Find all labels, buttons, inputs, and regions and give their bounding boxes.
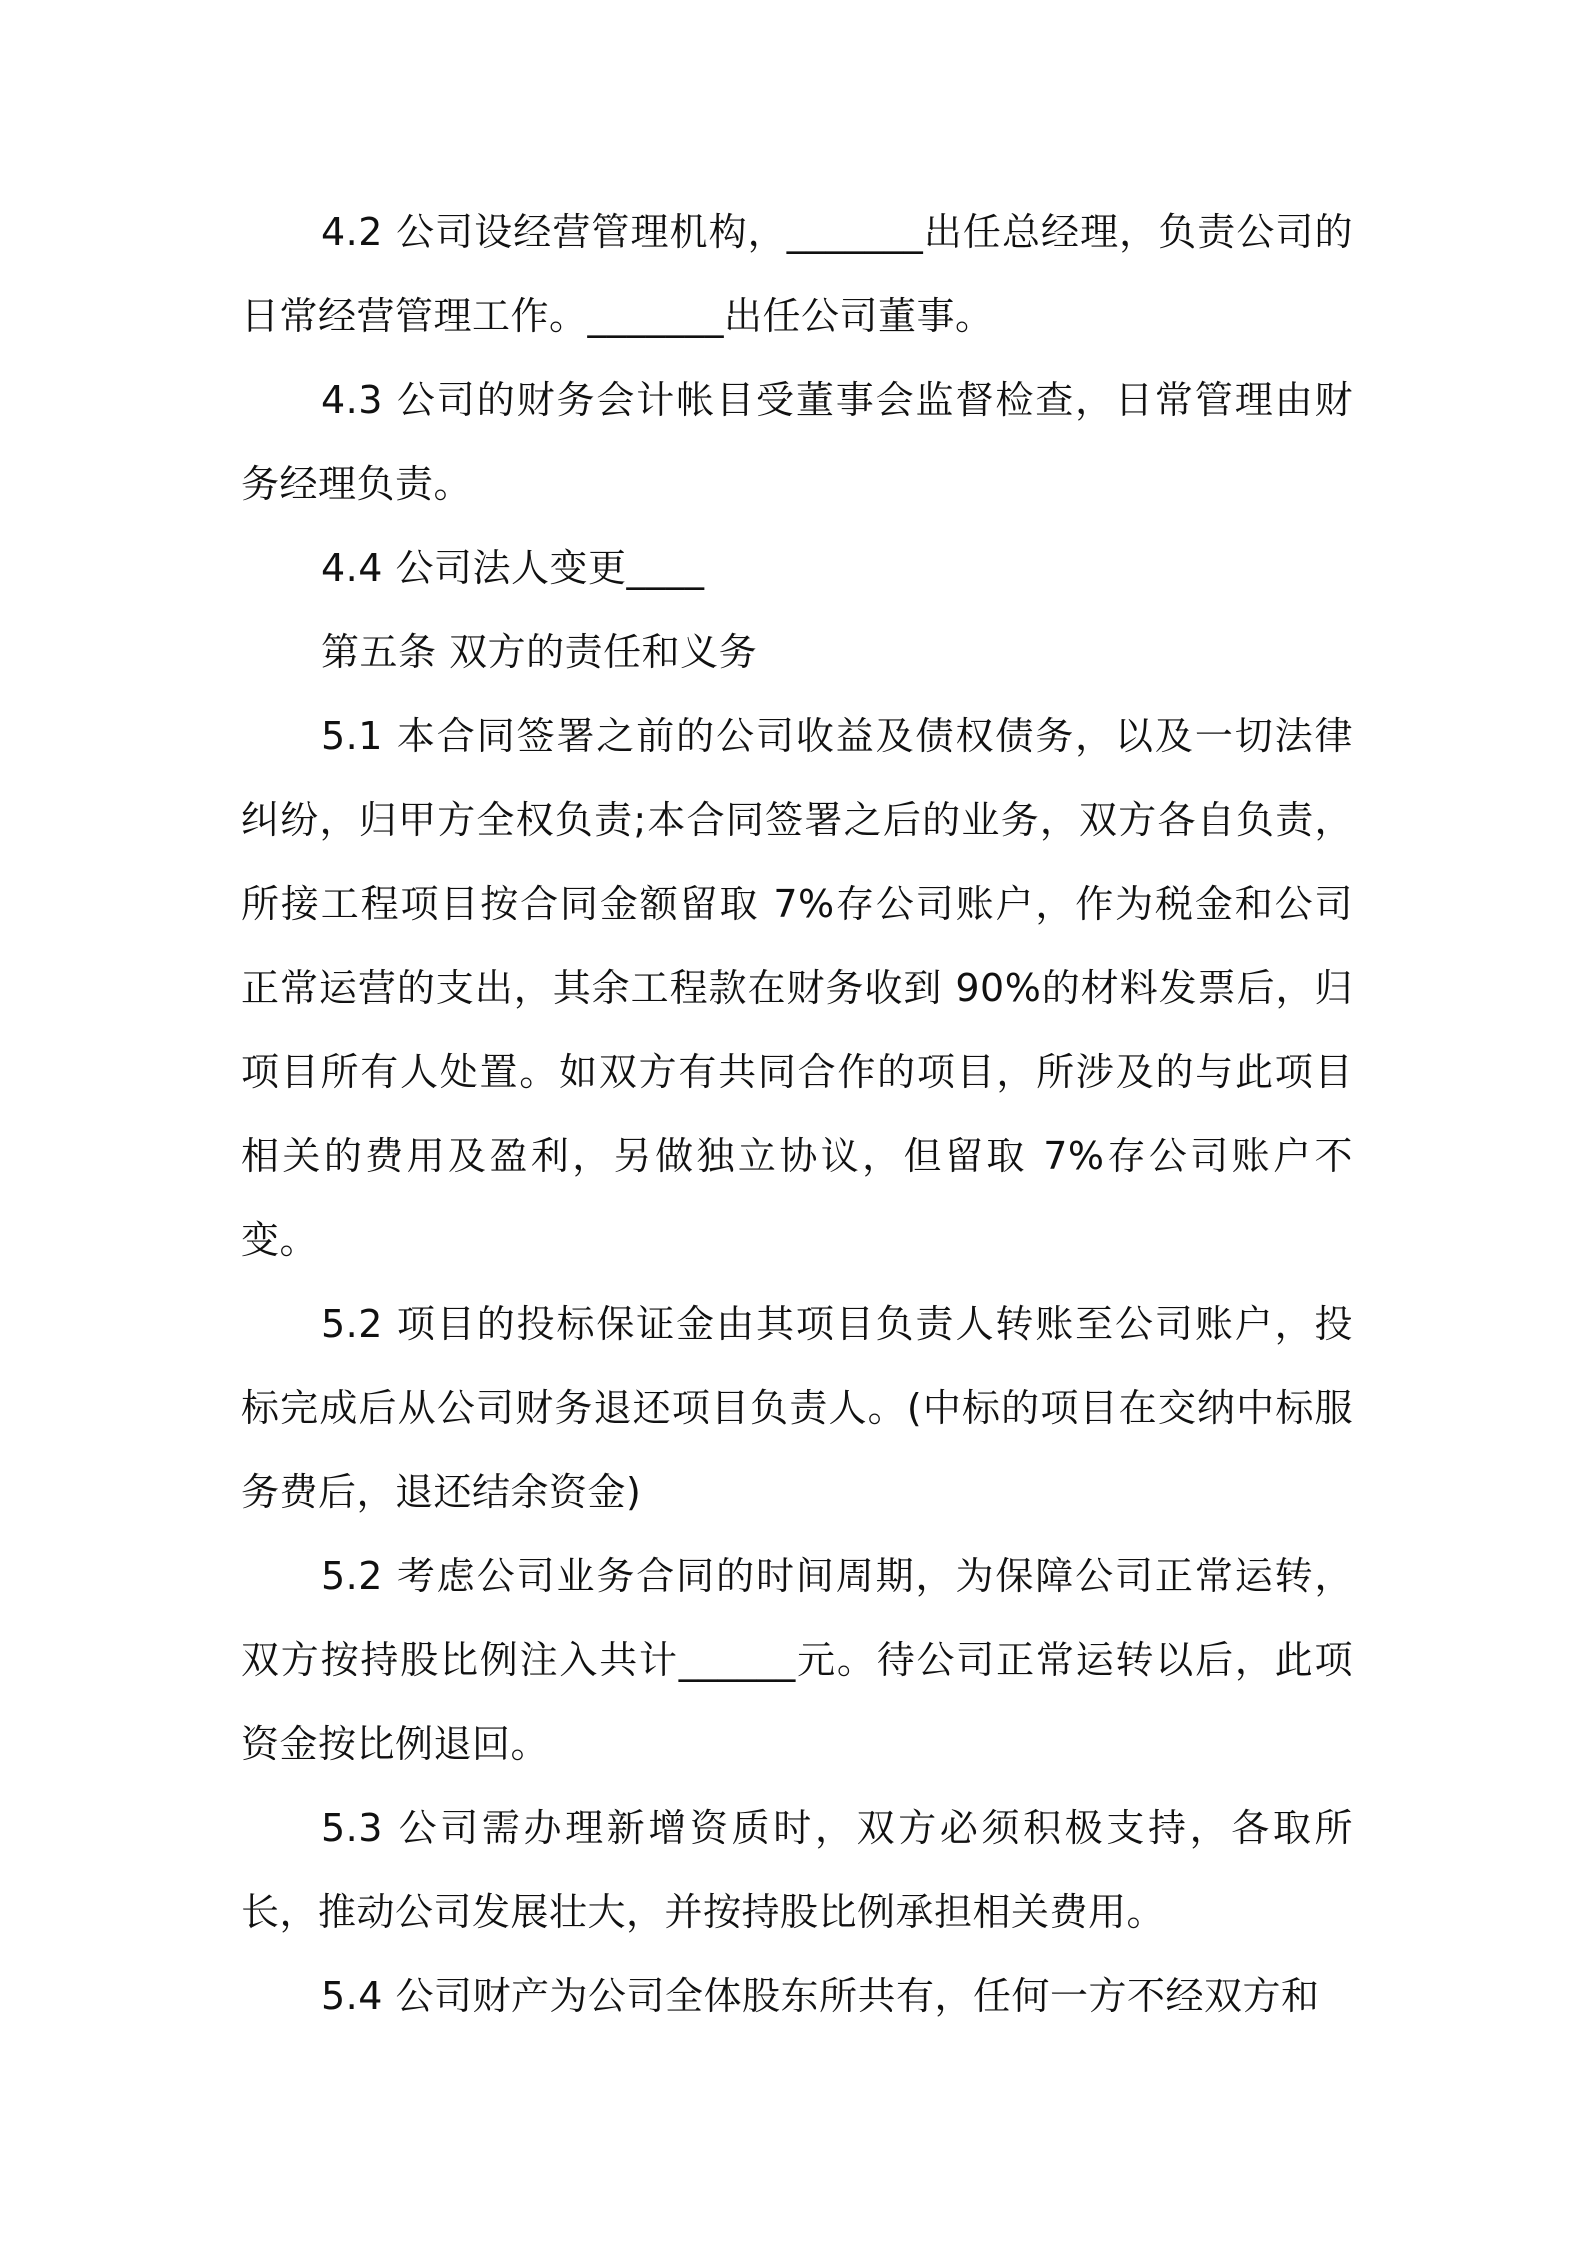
clause-5-3: 5.3 公司需办理新增资质时，双方必须积极支持，各取所长，推动公司发展壮大，并按持股比例承担相关费用。 bbox=[241, 1806, 1353, 1934]
clause-5-4: 5.4 公司财产为公司全体股东所共有，任何一方不经双方和 bbox=[321, 1974, 1320, 2018]
clause-5-2-deposit: 5.2 项目的投标保证金由其项目负责人转账至公司账户，投标完成后从公司财务退还项目负责人。(中标的项目在交纳中标服务费后，退还结余资金) bbox=[241, 1302, 1353, 1514]
clause-5-1: 5.1 本合同签署之前的公司收益及债权债务，以及一切法律纠纷，归甲方全权负责;本合同签署之后的业务，双方各自负责，所接工程项目按合同金额留取 7%存公司账户，作为税金和公司正常运营的支出，其余工程款在财务收到 90%的材料发票后，归项目所有人处置。如双方有共同合作的项目，所涉及的与此项目相关的费用及盈利，另做独立协议，但留取 7%存公司账户不变。 bbox=[241, 714, 1353, 1262]
article-5-heading: 第五条 双方的责任和义务 bbox=[321, 630, 758, 674]
clause-4-3: 4.3 公司的财务会计帐目受董事会监督检查，日常管理由财务经理负责。 bbox=[241, 378, 1353, 506]
clause-5-2-capital: 5.2 考虑公司业务合同的时间周期，为保障公司正常运转，双方按持股比例注入共计______元。待公司正常运转以后，此项资金按比例退回。 bbox=[241, 1554, 1353, 1766]
clause-4-2: 4.2 公司设经营管理机构，_______出任总经理，负责公司的日常经营管理工作。_______出任公司董事。 bbox=[241, 210, 1353, 338]
clause-4-4: 4.4 公司法人变更____ bbox=[321, 546, 705, 590]
document-body bbox=[241, 190, 1353, 2038]
